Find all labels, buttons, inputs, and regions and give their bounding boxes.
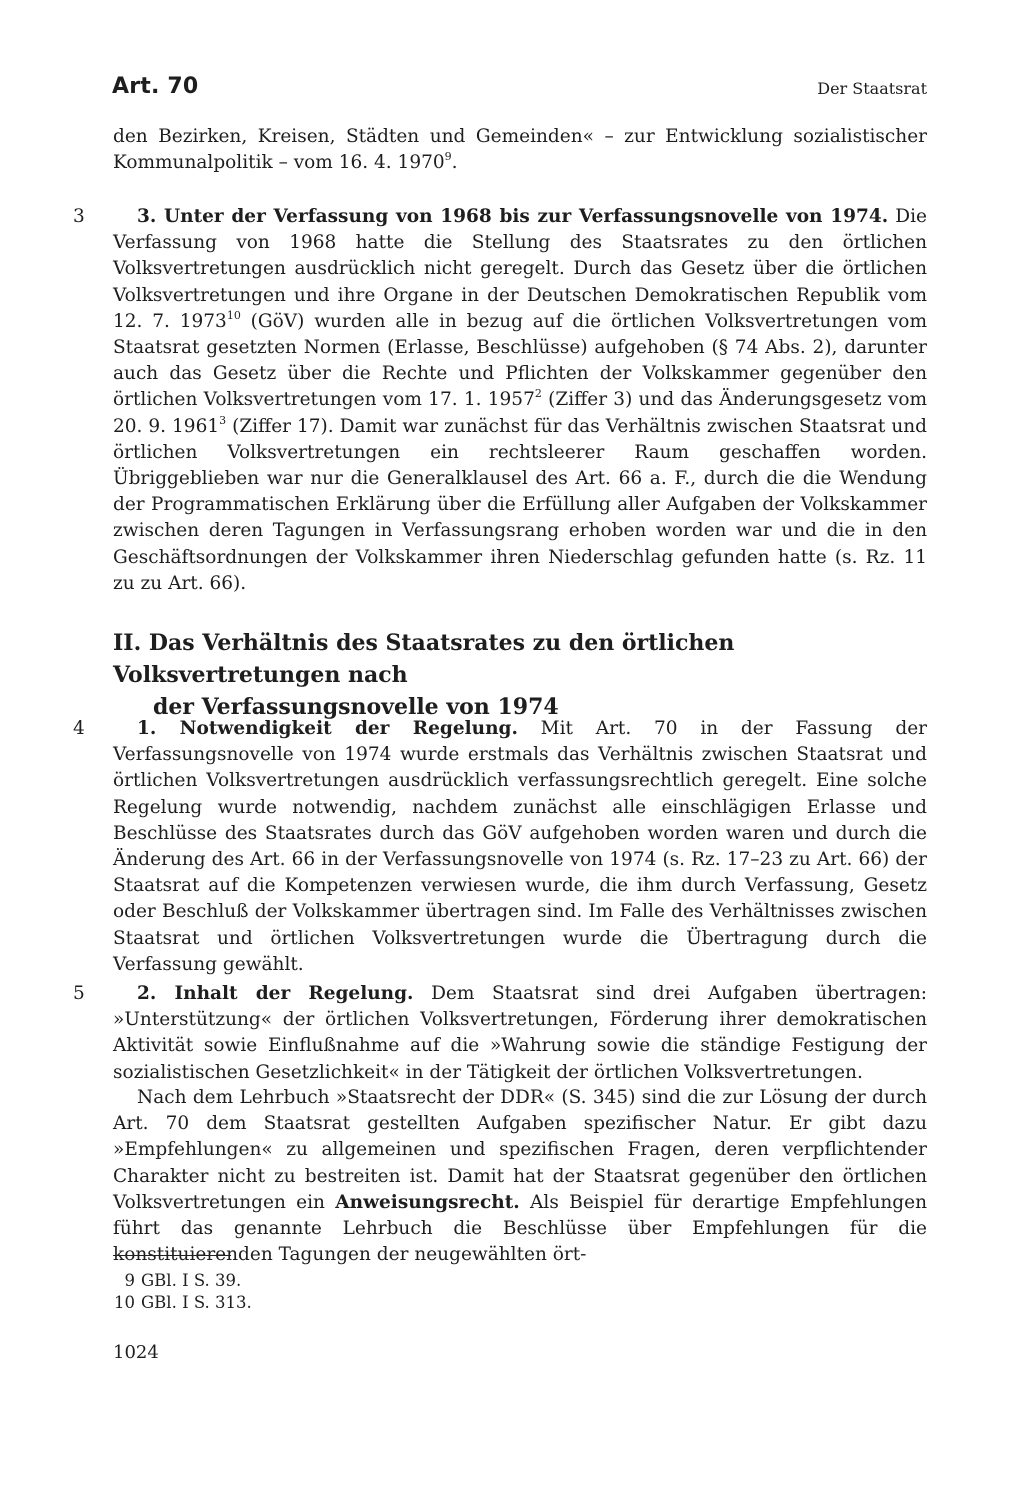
- paragraph-4: 1. Notwendigkeit der Regelung. Mit Art. 70 in der Fassung der Verfassungsnovelle von 1974 wurde erstmals das Verhältnis zwischen Staatsrat und örtlichen Volksvertretungen ausdrücklich verfassungsrechtlich geregelt. Eine solche Regelung wurde notwendig, nachdem zunächst alle einschlägigen Erlasse und Beschlüsse des Staatsrates durch das GöV aufgehoben worden waren und durch die Änderung des Art. 66 in der Verfassungsnovelle von 1974 (s. Rz. 17–23 zu Art. 66) der Staatsrat auf die Kompetenzen verwiesen wurde, die ihm durch Verfassung, Gesetz oder Beschluß der Volkskammer übertragen sind. Im Falle des Verhältnisses zwischen Staatsrat und örtlichen Volksvertretungen wurde die Übertragung durch die Verfassung gewählt.: [113, 718, 927, 975]
- footnote-ref[interactable]: 3: [219, 413, 227, 427]
- footnote-divider: [113, 1255, 231, 1256]
- paragraph-title: 3. Unter der Verfassung von 1968 bis zur Verfassungsnovelle von 1974.: [137, 206, 889, 227]
- footnote-text: GBl. I S. 313.: [141, 1293, 252, 1312]
- margin-number: 3: [73, 206, 85, 227]
- footnote-ref[interactable]: 9: [444, 150, 452, 164]
- footnote-number: 9: [124, 1271, 135, 1290]
- running-header-title: Der Staatsrat: [817, 79, 927, 98]
- footnote: [113, 1270, 241, 1292]
- section-heading-line1: II. Das Verhältnis des Staatsrates zu den örtlichen Volksvertretungen nach: [113, 630, 735, 688]
- margin-number: 4: [73, 718, 85, 739]
- section-heading: [113, 627, 927, 723]
- paragraph-title: 2. Inhalt der Regelung.: [137, 983, 414, 1004]
- page-number: 1024: [113, 1342, 159, 1363]
- paragraph-5-continued: Nach dem Lehrbuch »Staatsrecht der DDR« (S. 345) sind die zur Lösung der durch Art. 70 dem Staatsrat gestellten Aufgaben spezifischer Natur. Er gibt dazu »Empfehlungen« zu allgemeinen und spezifischen Fragen, deren verpflichtender Charakter nicht zu bestreiten ist. Damit hat der Staatsrat gegenüber den örtlichen Volksvertretungen ein Anweisungsrecht. Als Beispiel für derartige Empfehlungen führt das genannte Lehrbuch die Beschlüsse über Empfehlungen für die konstituierenden Tagungen der neugewählten ört-: [113, 1087, 927, 1266]
- footnote-ref[interactable]: 2: [534, 387, 542, 401]
- footnote: [113, 1292, 252, 1314]
- paragraph-title: 1. Notwendigkeit der Regelung.: [137, 718, 518, 739]
- emphasis-term: Anweisungsrecht.: [335, 1191, 520, 1213]
- paragraph-3: 3. Unter der Verfassung von 1968 bis zur Verfassungsnovelle von 1974. Die Verfassung von 1968 hatte die Stellung des Staatsrates zu den örtlichen Volksvertretungen ausdrücklich nicht geregelt. Durch das Gesetz über die örtlichen Volksvertretungen und ihre Organe in der Deutschen Demokratischen Republik vom 12. 7. 1973$^{10}$ (GöV) wurden alle in bezug auf die örtlichen Volksvertretungen vom Staatsrat gesetzten Normen (Erlasse, Beschlüsse) aufgehoben (§ 74 Abs. 2), darunter auch das Gesetz über die Rechte und Pflichten der Volkskammer gegenüber den örtlichen Volksvertretungen vom 17. 1. 1957$^2$ (Ziffer 3) und das Änderungsgesetz vom 20. 9. 1961$^3$ (Ziffer 17). Damit war zunächst für das Verhältnis zwischen Staatsrat und örtlichen Volksvertretungen ein rechtsleerer Raum geschaffen worden. Übriggeblieben war nur die Generalklausel des Art. 66 a. F., durch die die Wendung der Programmatischen Erklärung über die Erfüllung aller Aufgaben der Volkskammer zwischen deren Tagungen in Verfassungsrang erhoben worden war und die in den Geschäftsordnungen der Volkskammer ihren Niederschlag gefunden hatte (s. Rz. 11 zu zu Art. 66).: [113, 206, 928, 594]
- footnote-text: GBl. I S. 39.: [141, 1271, 242, 1290]
- running-header-article: Art. 70: [112, 74, 199, 99]
- intro-paragraph: den Bezirken, Kreisen, Städten und Gemeinden« – zur Entwicklung sozialistischer Kommunalpolitik – vom 16. 4. 1970$^9$.: [113, 126, 927, 174]
- intro-text: den Bezirken, Kreisen, Städten und Gemeinden« – zur Entwicklung sozialistischer Kommunalpolitik – vom 16. 4. 1970: [113, 126, 927, 174]
- margin-number: 5: [73, 983, 85, 1004]
- footnote-ref[interactable]: 10: [226, 308, 241, 322]
- paragraph-5: 2. Inhalt der Regelung. Dem Staatsrat sind drei Aufgaben übertragen: »Unterstützung« der örtlichen Volksvertretungen, Förderung ihrer demokratischen Aktivität sowie Einflußnahme auf die »Wahrung sowie die ständige Festigung der sozialistischen Gesetzlichkeit« in der Tätigkeit der örtlichen Volksvertretungen.: [113, 983, 927, 1083]
- section-heading-line2: der Verfassungsnovelle von 1974: [153, 694, 559, 720]
- footnote-number: 10: [114, 1293, 135, 1312]
